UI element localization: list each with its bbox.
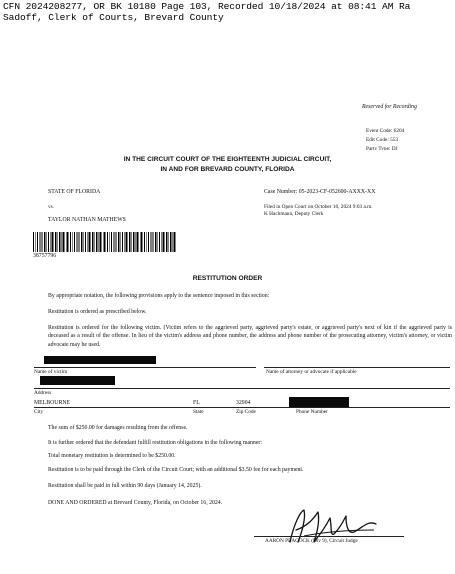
redacted-victim-name	[44, 356, 156, 364]
state-label: State	[193, 409, 204, 415]
state-value: FL	[193, 400, 200, 406]
recording-line-1: CFN 2024208277, OR BK 10180 Page 103, Recorded 10/18/2024 at 08:41 AM Ra	[3, 1, 411, 12]
redacted-address	[40, 376, 115, 385]
edit-code: Edit Code: 553	[366, 137, 399, 143]
document-barcode	[33, 232, 177, 252]
redacted-phone	[289, 397, 349, 407]
versus: vs.	[48, 204, 55, 210]
recording-line-2: Sadoff, Clerk of Courts, Brevard County	[3, 12, 224, 23]
ordered-paragraph: Restitution is ordered as prescribed below.	[48, 309, 147, 315]
filed-in-open-court: Filed in Open Court on October 16, 2024 9:03 a.m.	[264, 204, 373, 210]
zip-value: 32904	[236, 400, 251, 406]
name-of-victim-label: Name of victim	[34, 369, 68, 375]
paid-through-clerk: Restitution is to be paid through the Clerk of the Circuit Court; with an additional $3.50 fee for each payment.	[48, 467, 304, 473]
judge-name: AARON PEACOCK (Div 9), Circuit Judge	[265, 538, 358, 544]
phone-label: Phone Number	[296, 409, 328, 415]
paid-in-full: Restitution shall be paid in full within 90 days (January 14, 2025).	[48, 483, 202, 489]
city-value: MELBOURNE	[34, 400, 71, 406]
barcode-number: 38757796	[33, 253, 57, 259]
defendant: TAYLOR NATHAN MATHEWS	[48, 217, 126, 223]
order-title: RESTITUTION ORDER	[192, 275, 263, 282]
event-code: Event Code: 6204	[366, 128, 405, 134]
address-label: Address	[34, 390, 52, 396]
case-number: Case Number: 05-2023-CF-052600-AXXX-XX	[264, 189, 376, 195]
total-restitution: Total monetary restitution is determined to be $250.00.	[48, 453, 176, 459]
intro-paragraph: By appropriate notation, the following provisions apply to the sentence imposed in this section:	[48, 293, 270, 299]
attorney-name-line	[264, 367, 450, 368]
party-type: Party Type: DJ	[366, 146, 398, 150]
name-of-attorney-label: Name of attorney or advocate if applicable	[266, 369, 357, 375]
done-and-ordered: DONE AND ORDERED at Brevard County, Florida, on October 16, 2024.	[48, 500, 223, 506]
court-caption-line-2: IN AND FOR BREVARD COUNTY, FLORIDA	[160, 166, 295, 173]
plaintiff: STATE OF FLORIDA	[48, 189, 101, 195]
reserved-for-recording: Reserved for Recording	[362, 104, 417, 110]
victim-name-line	[34, 367, 256, 368]
city-label: City	[34, 409, 44, 415]
victim-paragraph: Restitution is ordered for the following victim. (Victim refers to the aggrieved party, aggrieved party's estate, or aggrieved party's next of kin if the aggrieved party is deceased as a result of the offense. In lieu of the victim's address and phone number, the address and phone number of the prosecuting attorney, victim's attorney, or victim advocate may be used.	[48, 325, 452, 348]
address-line	[34, 388, 450, 389]
further-ordered: It is further ordered that the defendant fulfill restitution obligations in the following manner:	[48, 440, 262, 446]
court-caption-line-1: IN THE CIRCUIT COURT OF THE EIGHTEENTH JUDICIAL CIRCUIT,	[123, 156, 332, 163]
deputy-clerk: K Hachmann, Deputy Clerk	[264, 211, 324, 217]
signature-line	[254, 536, 404, 537]
city-line	[34, 407, 450, 408]
zip-label: Zip Code	[236, 409, 256, 415]
damages-sum: The sum of $250.00 for damages resulting from the offense.	[48, 425, 188, 431]
